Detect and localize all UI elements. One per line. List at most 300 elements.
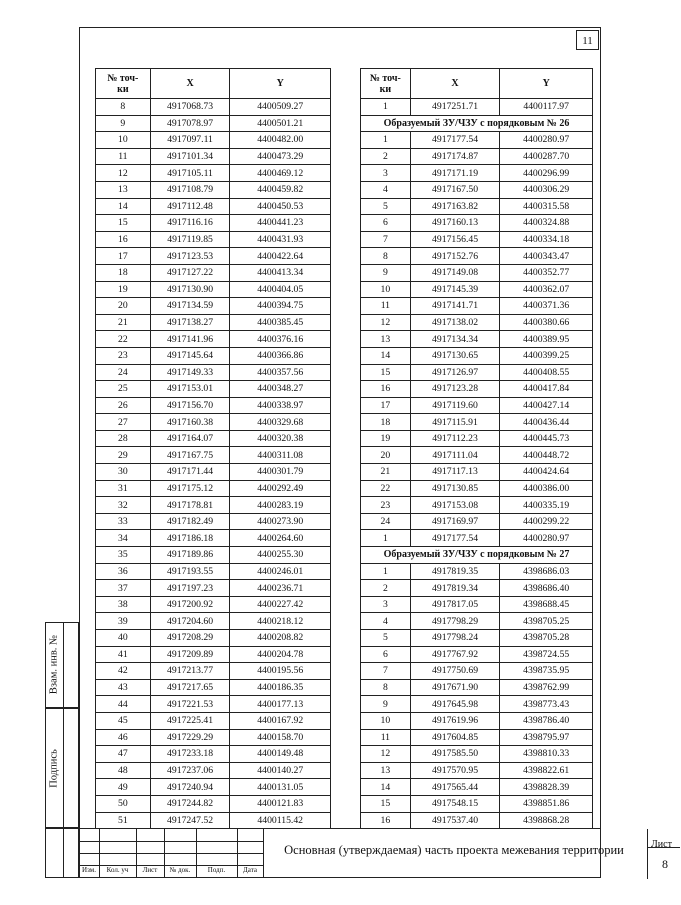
y-coordinate-cell: 4400121.83 [230, 795, 331, 812]
x-coordinate-cell: 4917548.15 [410, 795, 500, 812]
x-coordinate-cell: 4917152.76 [410, 248, 500, 265]
y-coordinate-cell: 4400371.36 [500, 298, 593, 315]
column-header-x: X [150, 69, 230, 99]
x-coordinate-cell: 4917126.97 [410, 364, 500, 381]
table-row [96, 231, 331, 248]
x-coordinate-cell: 4917078.97 [150, 115, 230, 132]
y-coordinate-cell: 4400376.16 [230, 331, 331, 348]
y-coordinate-cell: 4400450.53 [230, 198, 331, 215]
point-number-cell: 28 [96, 430, 151, 447]
table-row [96, 480, 331, 497]
x-coordinate-cell: 4917153.01 [150, 381, 230, 398]
x-coordinate-cell: 4917068.73 [150, 99, 230, 116]
y-coordinate-cell: 4400149.48 [230, 746, 331, 763]
point-number-cell: 13 [96, 181, 151, 198]
y-coordinate-cell: 4400287.70 [500, 148, 593, 165]
x-coordinate-cell: 4917115.91 [410, 414, 500, 431]
x-coordinate-cell: 4917671.90 [410, 679, 500, 696]
document-title: Основная (утверждаемая) часть проекта межевания территории [284, 843, 624, 857]
y-coordinate-cell: 4400352.77 [500, 264, 593, 281]
y-coordinate-cell: 4398705.28 [500, 630, 593, 647]
point-number-cell: 36 [96, 563, 151, 580]
point-number-cell: 40 [96, 630, 151, 647]
x-coordinate-cell: 4917209.89 [150, 646, 230, 663]
x-coordinate-cell: 4917145.64 [150, 347, 230, 364]
y-coordinate-cell: 4400424.64 [500, 464, 593, 481]
table-row [96, 663, 331, 680]
x-coordinate-cell: 4917233.18 [150, 746, 230, 763]
point-number-cell: 17 [361, 397, 411, 414]
y-coordinate-cell: 4400280.97 [500, 132, 593, 149]
y-coordinate-cell: 4400338.97 [230, 397, 331, 414]
point-number-cell: 13 [361, 331, 411, 348]
coordinates-table-right [360, 68, 593, 829]
point-number-cell: 51 [96, 812, 151, 829]
y-coordinate-cell: 4400334.18 [500, 231, 593, 248]
coordinates-table-left [95, 68, 331, 829]
table-row [361, 630, 593, 647]
x-coordinate-cell: 4917167.75 [150, 447, 230, 464]
point-number-cell: 48 [96, 762, 151, 779]
x-coordinate-cell: 4917153.08 [410, 497, 500, 514]
x-coordinate-cell: 4917108.79 [150, 181, 230, 198]
side-label-podpis: Подпись [48, 749, 60, 788]
table-row [361, 679, 593, 696]
point-number-cell: 6 [361, 646, 411, 663]
x-coordinate-cell: 4917619.96 [410, 712, 500, 729]
point-number-cell: 20 [361, 447, 411, 464]
x-coordinate-cell: 4917189.86 [150, 547, 230, 564]
y-coordinate-cell: 4400448.72 [500, 447, 593, 464]
point-number-cell: 9 [361, 264, 411, 281]
table-row [96, 181, 331, 198]
x-coordinate-cell: 4917111.04 [410, 447, 500, 464]
x-coordinate-cell: 4917565.44 [410, 779, 500, 796]
y-coordinate-cell: 4400473.29 [230, 148, 331, 165]
point-number-cell: 4 [361, 613, 411, 630]
y-coordinate-cell: 4400482.00 [230, 132, 331, 149]
y-coordinate-cell: 4400315.58 [500, 198, 593, 215]
point-number-cell: 16 [361, 381, 411, 398]
point-number-cell: 33 [96, 513, 151, 530]
table-row [96, 812, 331, 829]
x-coordinate-cell: 4917798.29 [410, 613, 500, 630]
point-number-cell: 25 [96, 381, 151, 398]
y-coordinate-cell: 4400408.55 [500, 364, 593, 381]
point-number-cell: 26 [96, 397, 151, 414]
y-coordinate-cell: 4398724.55 [500, 646, 593, 663]
table-row [96, 397, 331, 414]
y-coordinate-cell: 4400324.88 [500, 215, 593, 232]
table-row [361, 381, 593, 398]
section-heading: Образуемый ЗУ/ЧЗУ с порядковым № 26 [361, 115, 593, 132]
table-row [96, 696, 331, 713]
table-row [361, 414, 593, 431]
table-row [361, 530, 593, 547]
x-coordinate-cell: 4917097.11 [150, 132, 230, 149]
point-number-cell: 45 [96, 712, 151, 729]
table-row [96, 414, 331, 431]
y-coordinate-cell: 4400117.97 [500, 99, 593, 116]
point-number-cell: 16 [361, 812, 411, 829]
point-number-cell: 15 [361, 364, 411, 381]
point-number-cell: 21 [361, 464, 411, 481]
table-row [361, 613, 593, 630]
y-coordinate-cell: 4398828.39 [500, 779, 593, 796]
y-coordinate-cell: 4400177.13 [230, 696, 331, 713]
table-row [361, 264, 593, 281]
x-coordinate-cell: 4917117.13 [410, 464, 500, 481]
x-coordinate-cell: 4917244.82 [150, 795, 230, 812]
table-row [361, 298, 593, 315]
x-coordinate-cell: 4917112.23 [410, 430, 500, 447]
x-coordinate-cell: 4917105.11 [150, 165, 230, 182]
point-number-cell: 3 [361, 165, 411, 182]
table-row [96, 132, 331, 149]
x-coordinate-cell: 4917169.97 [410, 513, 500, 530]
y-coordinate-cell: 4400195.56 [230, 663, 331, 680]
table-row [361, 696, 593, 713]
point-number-cell: 44 [96, 696, 151, 713]
y-coordinate-cell: 4398735.95 [500, 663, 593, 680]
x-coordinate-cell: 4917213.77 [150, 663, 230, 680]
table-row [96, 547, 331, 564]
table-row [96, 381, 331, 398]
point-number-cell: 19 [361, 430, 411, 447]
point-number-cell: 4 [361, 181, 411, 198]
y-coordinate-cell: 4400301.79 [230, 464, 331, 481]
y-coordinate-cell: 4400167.92 [230, 712, 331, 729]
x-coordinate-cell: 4917141.71 [410, 298, 500, 315]
y-coordinate-cell: 4400131.05 [230, 779, 331, 796]
table-row [96, 281, 331, 298]
y-coordinate-cell: 4400417.84 [500, 381, 593, 398]
x-coordinate-cell: 4917145.39 [410, 281, 500, 298]
x-coordinate-cell: 4917130.85 [410, 480, 500, 497]
x-coordinate-cell: 4917134.34 [410, 331, 500, 348]
table-row [361, 646, 593, 663]
y-coordinate-cell: 4400227.42 [230, 596, 331, 613]
table-row [361, 215, 593, 232]
table-row [96, 298, 331, 315]
y-coordinate-cell: 4400280.97 [500, 530, 593, 547]
table-row [96, 115, 331, 132]
point-number-cell: 3 [361, 596, 411, 613]
y-coordinate-cell: 4400292.49 [230, 480, 331, 497]
stamp-caption-izm: Изм. [82, 866, 96, 874]
point-number-cell: 1 [361, 99, 411, 116]
x-coordinate-cell: 4917156.45 [410, 231, 500, 248]
x-coordinate-cell: 4917175.12 [150, 480, 230, 497]
stamp-caption-kol: Кол. уч [106, 866, 129, 874]
point-number-cell: 7 [361, 231, 411, 248]
x-coordinate-cell: 4917177.54 [410, 132, 500, 149]
table-row [361, 198, 593, 215]
table-row [361, 165, 593, 182]
y-coordinate-cell: 4400404.05 [230, 281, 331, 298]
table-row [361, 248, 593, 265]
point-number-cell: 27 [96, 414, 151, 431]
table-row [96, 99, 331, 116]
x-coordinate-cell: 4917208.29 [150, 630, 230, 647]
y-coordinate-cell: 4400445.73 [500, 430, 593, 447]
point-number-cell: 15 [361, 795, 411, 812]
y-coordinate-cell: 4400386.00 [500, 480, 593, 497]
table-row [361, 430, 593, 447]
table-row [361, 148, 593, 165]
x-coordinate-cell: 4917123.53 [150, 248, 230, 265]
y-coordinate-cell: 4400431.93 [230, 231, 331, 248]
point-number-cell: 19 [96, 281, 151, 298]
point-number-cell: 8 [361, 679, 411, 696]
point-number-cell: 11 [96, 148, 151, 165]
point-number-cell: 31 [96, 480, 151, 497]
point-number-cell: 1 [361, 132, 411, 149]
x-coordinate-cell: 4917149.33 [150, 364, 230, 381]
table-row [361, 364, 593, 381]
point-number-cell: 12 [361, 746, 411, 763]
y-coordinate-cell: 4400320.38 [230, 430, 331, 447]
x-coordinate-cell: 4917217.65 [150, 679, 230, 696]
y-coordinate-cell: 4400509.27 [230, 99, 331, 116]
point-number-cell: 2 [361, 580, 411, 597]
table-row [96, 513, 331, 530]
table-row [361, 596, 593, 613]
x-coordinate-cell: 4917767.92 [410, 646, 500, 663]
x-coordinate-cell: 4917112.48 [150, 198, 230, 215]
point-number-cell: 47 [96, 746, 151, 763]
table-row [96, 530, 331, 547]
table-row [96, 729, 331, 746]
table-row [361, 729, 593, 746]
point-number-cell: 23 [96, 347, 151, 364]
table-row [96, 464, 331, 481]
table-row [96, 264, 331, 281]
table-row [96, 630, 331, 647]
point-number-cell: 34 [96, 530, 151, 547]
y-coordinate-cell: 4400385.45 [230, 314, 331, 331]
point-number-cell: 32 [96, 497, 151, 514]
x-coordinate-cell: 4917171.44 [150, 464, 230, 481]
table-row [96, 331, 331, 348]
point-number-cell: 8 [96, 99, 151, 116]
point-number-cell: 24 [96, 364, 151, 381]
side-stamp-vzam [45, 622, 79, 708]
table-row [361, 99, 593, 116]
table-row [96, 679, 331, 696]
x-coordinate-cell: 4917819.34 [410, 580, 500, 597]
x-coordinate-cell: 4917177.54 [410, 530, 500, 547]
x-coordinate-cell: 4917174.87 [410, 148, 500, 165]
point-number-cell: 5 [361, 198, 411, 215]
y-coordinate-cell: 4400115.42 [230, 812, 331, 829]
point-number-cell: 17 [96, 248, 151, 265]
table-row [361, 397, 593, 414]
table-row [361, 762, 593, 779]
y-coordinate-cell: 4398686.40 [500, 580, 593, 597]
side-stamp-podpis [45, 708, 79, 828]
point-number-cell: 46 [96, 729, 151, 746]
table-row [96, 712, 331, 729]
point-number-cell: 21 [96, 314, 151, 331]
table-row [361, 115, 593, 132]
y-coordinate-cell: 4400264.60 [230, 530, 331, 547]
table-row [96, 314, 331, 331]
point-number-cell: 1 [361, 563, 411, 580]
table-row [361, 181, 593, 198]
point-number-cell: 39 [96, 613, 151, 630]
section-heading: Образуемый ЗУ/ЧЗУ с порядковым № 27 [361, 547, 593, 564]
x-coordinate-cell: 4917130.65 [410, 347, 500, 364]
x-coordinate-cell: 4917163.82 [410, 198, 500, 215]
table-row [96, 580, 331, 597]
x-coordinate-cell: 4917182.49 [150, 513, 230, 530]
y-coordinate-cell: 4400311.08 [230, 447, 331, 464]
y-coordinate-cell: 4400158.70 [230, 729, 331, 746]
x-coordinate-cell: 4917247.52 [150, 812, 230, 829]
y-coordinate-cell: 4400427.14 [500, 397, 593, 414]
table-row [96, 364, 331, 381]
x-coordinate-cell: 4917251.71 [410, 99, 500, 116]
point-number-cell: 7 [361, 663, 411, 680]
point-number-cell: 50 [96, 795, 151, 812]
y-coordinate-cell: 4398795.97 [500, 729, 593, 746]
y-coordinate-cell: 4398868.28 [500, 812, 593, 829]
table-row [361, 314, 593, 331]
point-number-cell: 10 [361, 281, 411, 298]
column-header-point: № точ- ки [96, 69, 151, 99]
y-coordinate-cell: 4400299.22 [500, 513, 593, 530]
point-number-cell: 18 [96, 264, 151, 281]
x-coordinate-cell: 4917197.23 [150, 580, 230, 597]
y-coordinate-cell: 4400362.07 [500, 281, 593, 298]
table-row [96, 746, 331, 763]
y-coordinate-cell: 4398686.03 [500, 563, 593, 580]
sheet-label: Лист [651, 839, 672, 850]
y-coordinate-cell: 4400366.86 [230, 347, 331, 364]
table-row [361, 497, 593, 514]
x-coordinate-cell: 4917119.60 [410, 397, 500, 414]
x-coordinate-cell: 4917134.59 [150, 298, 230, 315]
table-row [361, 580, 593, 597]
x-coordinate-cell: 4917141.96 [150, 331, 230, 348]
x-coordinate-cell: 4917204.60 [150, 613, 230, 630]
y-coordinate-cell: 4400218.12 [230, 613, 331, 630]
table-row [96, 165, 331, 182]
x-coordinate-cell: 4917604.85 [410, 729, 500, 746]
table-row [361, 746, 593, 763]
point-number-cell: 13 [361, 762, 411, 779]
x-coordinate-cell: 4917819.35 [410, 563, 500, 580]
y-coordinate-cell: 4398773.43 [500, 696, 593, 713]
x-coordinate-cell: 4917237.06 [150, 762, 230, 779]
y-coordinate-cell: 4400399.25 [500, 347, 593, 364]
x-coordinate-cell: 4917138.02 [410, 314, 500, 331]
table-row [96, 779, 331, 796]
table-row [96, 762, 331, 779]
y-coordinate-cell: 4400296.99 [500, 165, 593, 182]
point-number-cell: 20 [96, 298, 151, 315]
column-header-point: № точ- ки [361, 69, 411, 99]
y-coordinate-cell: 4400389.95 [500, 331, 593, 348]
point-number-cell: 12 [361, 314, 411, 331]
x-coordinate-cell: 4917645.98 [410, 696, 500, 713]
point-number-cell: 14 [361, 779, 411, 796]
point-number-cell: 37 [96, 580, 151, 597]
x-coordinate-cell: 4917585.50 [410, 746, 500, 763]
y-coordinate-cell: 4398762.99 [500, 679, 593, 696]
x-coordinate-cell: 4917130.90 [150, 281, 230, 298]
x-coordinate-cell: 4917167.50 [410, 181, 500, 198]
y-coordinate-cell: 4400459.82 [230, 181, 331, 198]
table-row [96, 148, 331, 165]
point-number-cell: 30 [96, 464, 151, 481]
point-number-cell: 5 [361, 630, 411, 647]
point-number-cell: 9 [96, 115, 151, 132]
x-coordinate-cell: 4917240.94 [150, 779, 230, 796]
side-label-vzam: Взам. инв. № [48, 634, 60, 695]
point-number-cell: 6 [361, 215, 411, 232]
point-number-cell: 2 [361, 148, 411, 165]
x-coordinate-cell: 4917123.28 [410, 381, 500, 398]
point-number-cell: 22 [361, 480, 411, 497]
table-row [96, 248, 331, 265]
y-coordinate-cell: 4400140.27 [230, 762, 331, 779]
point-number-cell: 41 [96, 646, 151, 663]
table-row [96, 215, 331, 232]
point-number-cell: 38 [96, 596, 151, 613]
y-coordinate-cell: 4400501.21 [230, 115, 331, 132]
x-coordinate-cell: 4917221.53 [150, 696, 230, 713]
x-coordinate-cell: 4917537.40 [410, 812, 500, 829]
stamp-caption-podp: Подп. [207, 866, 226, 874]
title-block [79, 828, 672, 878]
table-row [361, 347, 593, 364]
table-row [96, 430, 331, 447]
x-coordinate-cell: 4917156.70 [150, 397, 230, 414]
y-coordinate-cell: 4400186.35 [230, 679, 331, 696]
table-row [361, 563, 593, 580]
x-coordinate-cell: 4917798.24 [410, 630, 500, 647]
y-coordinate-cell: 4400246.01 [230, 563, 331, 580]
table-row [361, 464, 593, 481]
y-coordinate-cell: 4400357.56 [230, 364, 331, 381]
point-number-cell: 10 [96, 132, 151, 149]
table-row [361, 547, 593, 564]
point-number-cell: 49 [96, 779, 151, 796]
x-coordinate-cell: 4917570.95 [410, 762, 500, 779]
y-coordinate-cell: 4400348.27 [230, 381, 331, 398]
y-coordinate-cell: 4400335.19 [500, 497, 593, 514]
x-coordinate-cell: 4917171.19 [410, 165, 500, 182]
point-number-cell: 18 [361, 414, 411, 431]
sheet-number: 8 [662, 857, 668, 871]
x-coordinate-cell: 4917116.16 [150, 215, 230, 232]
table-row [361, 812, 593, 829]
y-coordinate-cell: 4400283.19 [230, 497, 331, 514]
table-row [96, 347, 331, 364]
x-coordinate-cell: 4917193.55 [150, 563, 230, 580]
x-coordinate-cell: 4917186.18 [150, 530, 230, 547]
x-coordinate-cell: 4917101.34 [150, 148, 230, 165]
table-row [361, 281, 593, 298]
table-row [96, 447, 331, 464]
table-row [96, 497, 331, 514]
y-coordinate-cell: 4398688.45 [500, 596, 593, 613]
table-row [361, 712, 593, 729]
table-row [96, 613, 331, 630]
x-coordinate-cell: 4917750.69 [410, 663, 500, 680]
